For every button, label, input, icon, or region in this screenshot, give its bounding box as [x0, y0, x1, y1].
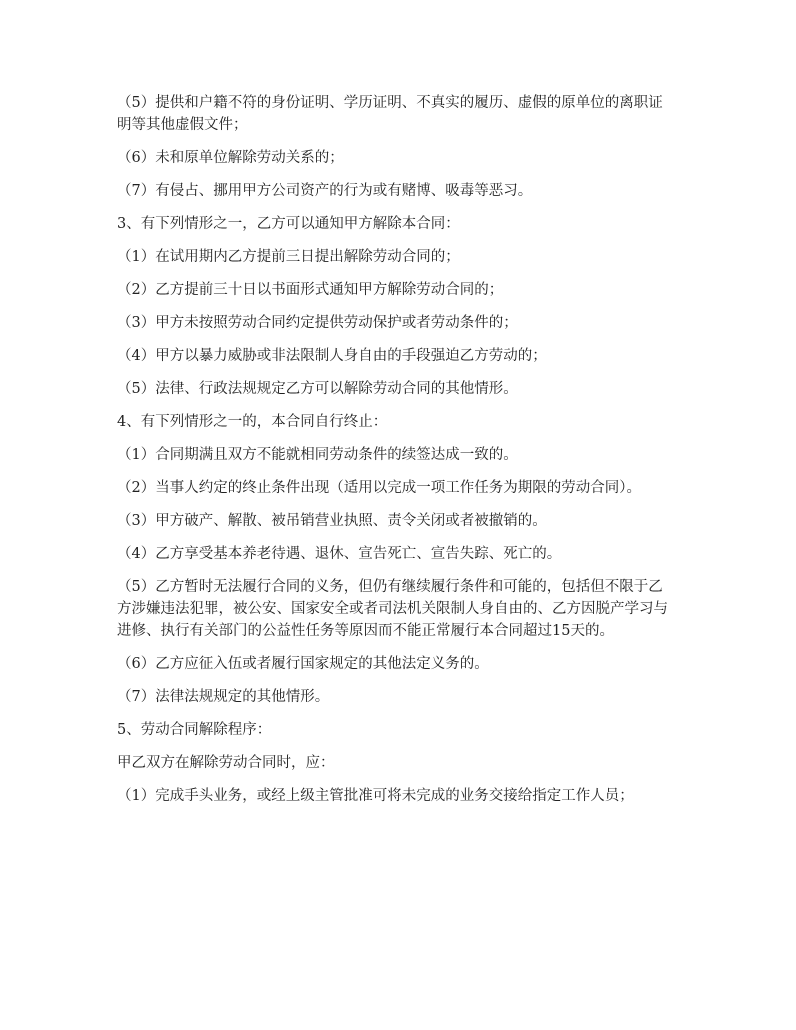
- section-heading-3: 3、有下列情形之一，乙方可以通知甲方解除本合同：: [117, 216, 460, 232]
- paragraph-5-intro: 甲乙双方在解除劳动合同时，应：: [117, 755, 335, 771]
- paragraph-item-6-not-released: （6）未和原单位解除劳动关系的；: [117, 150, 344, 166]
- paragraph-3-item-1: （1）在试用期内乙方提前三日提出解除劳动合同的；: [117, 249, 460, 265]
- paragraph-3-item-2: （2）乙方提前三十日以书面形式通知甲方解除劳动合同的；: [117, 282, 504, 298]
- paragraph-4-item-1: （1）合同期满且双方不能就相同劳动条件的续签达成一致的。: [117, 447, 518, 463]
- paragraph-4-item-5: （5）乙方暂时无法履行合同的义务，但仍有继续履行条件和可能的，包括但不限于乙方涉嫌违法犯罪，被公安、国家安全或者司法机关限制人身自由的、乙方因脱产学习与进修、执行有关部门的公益性任务等原因而不能正常履行本合同超过15天的。: [117, 579, 668, 639]
- paragraph-3-item-3: （3）甲方未按照劳动合同约定提供劳动保护或者劳动条件的；: [117, 315, 518, 331]
- paragraph-4-item-3: （3）甲方破产、解散、被吊销营业执照、责令关闭或者被撤销的。: [117, 513, 547, 529]
- paragraph-4-item-6: （6）乙方应征入伍或者履行国家规定的其他法定义务的。: [117, 656, 489, 672]
- section-heading-4: 4、有下列情形之一的，本合同自行终止：: [117, 414, 388, 430]
- document-body: [117, 92, 677, 818]
- paragraph-4-item-2: （2）当事人约定的终止条件出现（适用以完成一项工作任务为期限的劳动合同）。: [117, 480, 641, 496]
- paragraph-5-item-1: （1）完成手头业务，或经上级主管批准可将未完成的业务交接给指定工作人员；: [117, 788, 634, 804]
- section-heading-5: 5、劳动合同解除程序：: [117, 722, 272, 738]
- paragraph-item-7-misconduct: （7）有侵占、挪用甲方公司资产的行为或有赌博、吸毒等恶习。: [117, 183, 533, 199]
- paragraph-3-item-5: （5）法律、行政法规规定乙方可以解除劳动合同的其他情形。: [117, 381, 518, 397]
- paragraph-4-item-7: （7）法律法规规定的其他情形。: [117, 689, 330, 705]
- paragraph-item-5-false-documents: （5）提供和户籍不符的身份证明、学历证明、不真实的履历、虚假的原单位的离职证明等其他虚假文件；: [117, 95, 663, 133]
- paragraph-3-item-4: （4）甲方以暴力威胁或非法限制人身自由的手段强迫乙方劳动的；: [117, 348, 547, 364]
- paragraph-4-item-4: （4）乙方享受基本养老待遇、退休、宣告死亡、宣告失踪、死亡的。: [117, 546, 562, 562]
